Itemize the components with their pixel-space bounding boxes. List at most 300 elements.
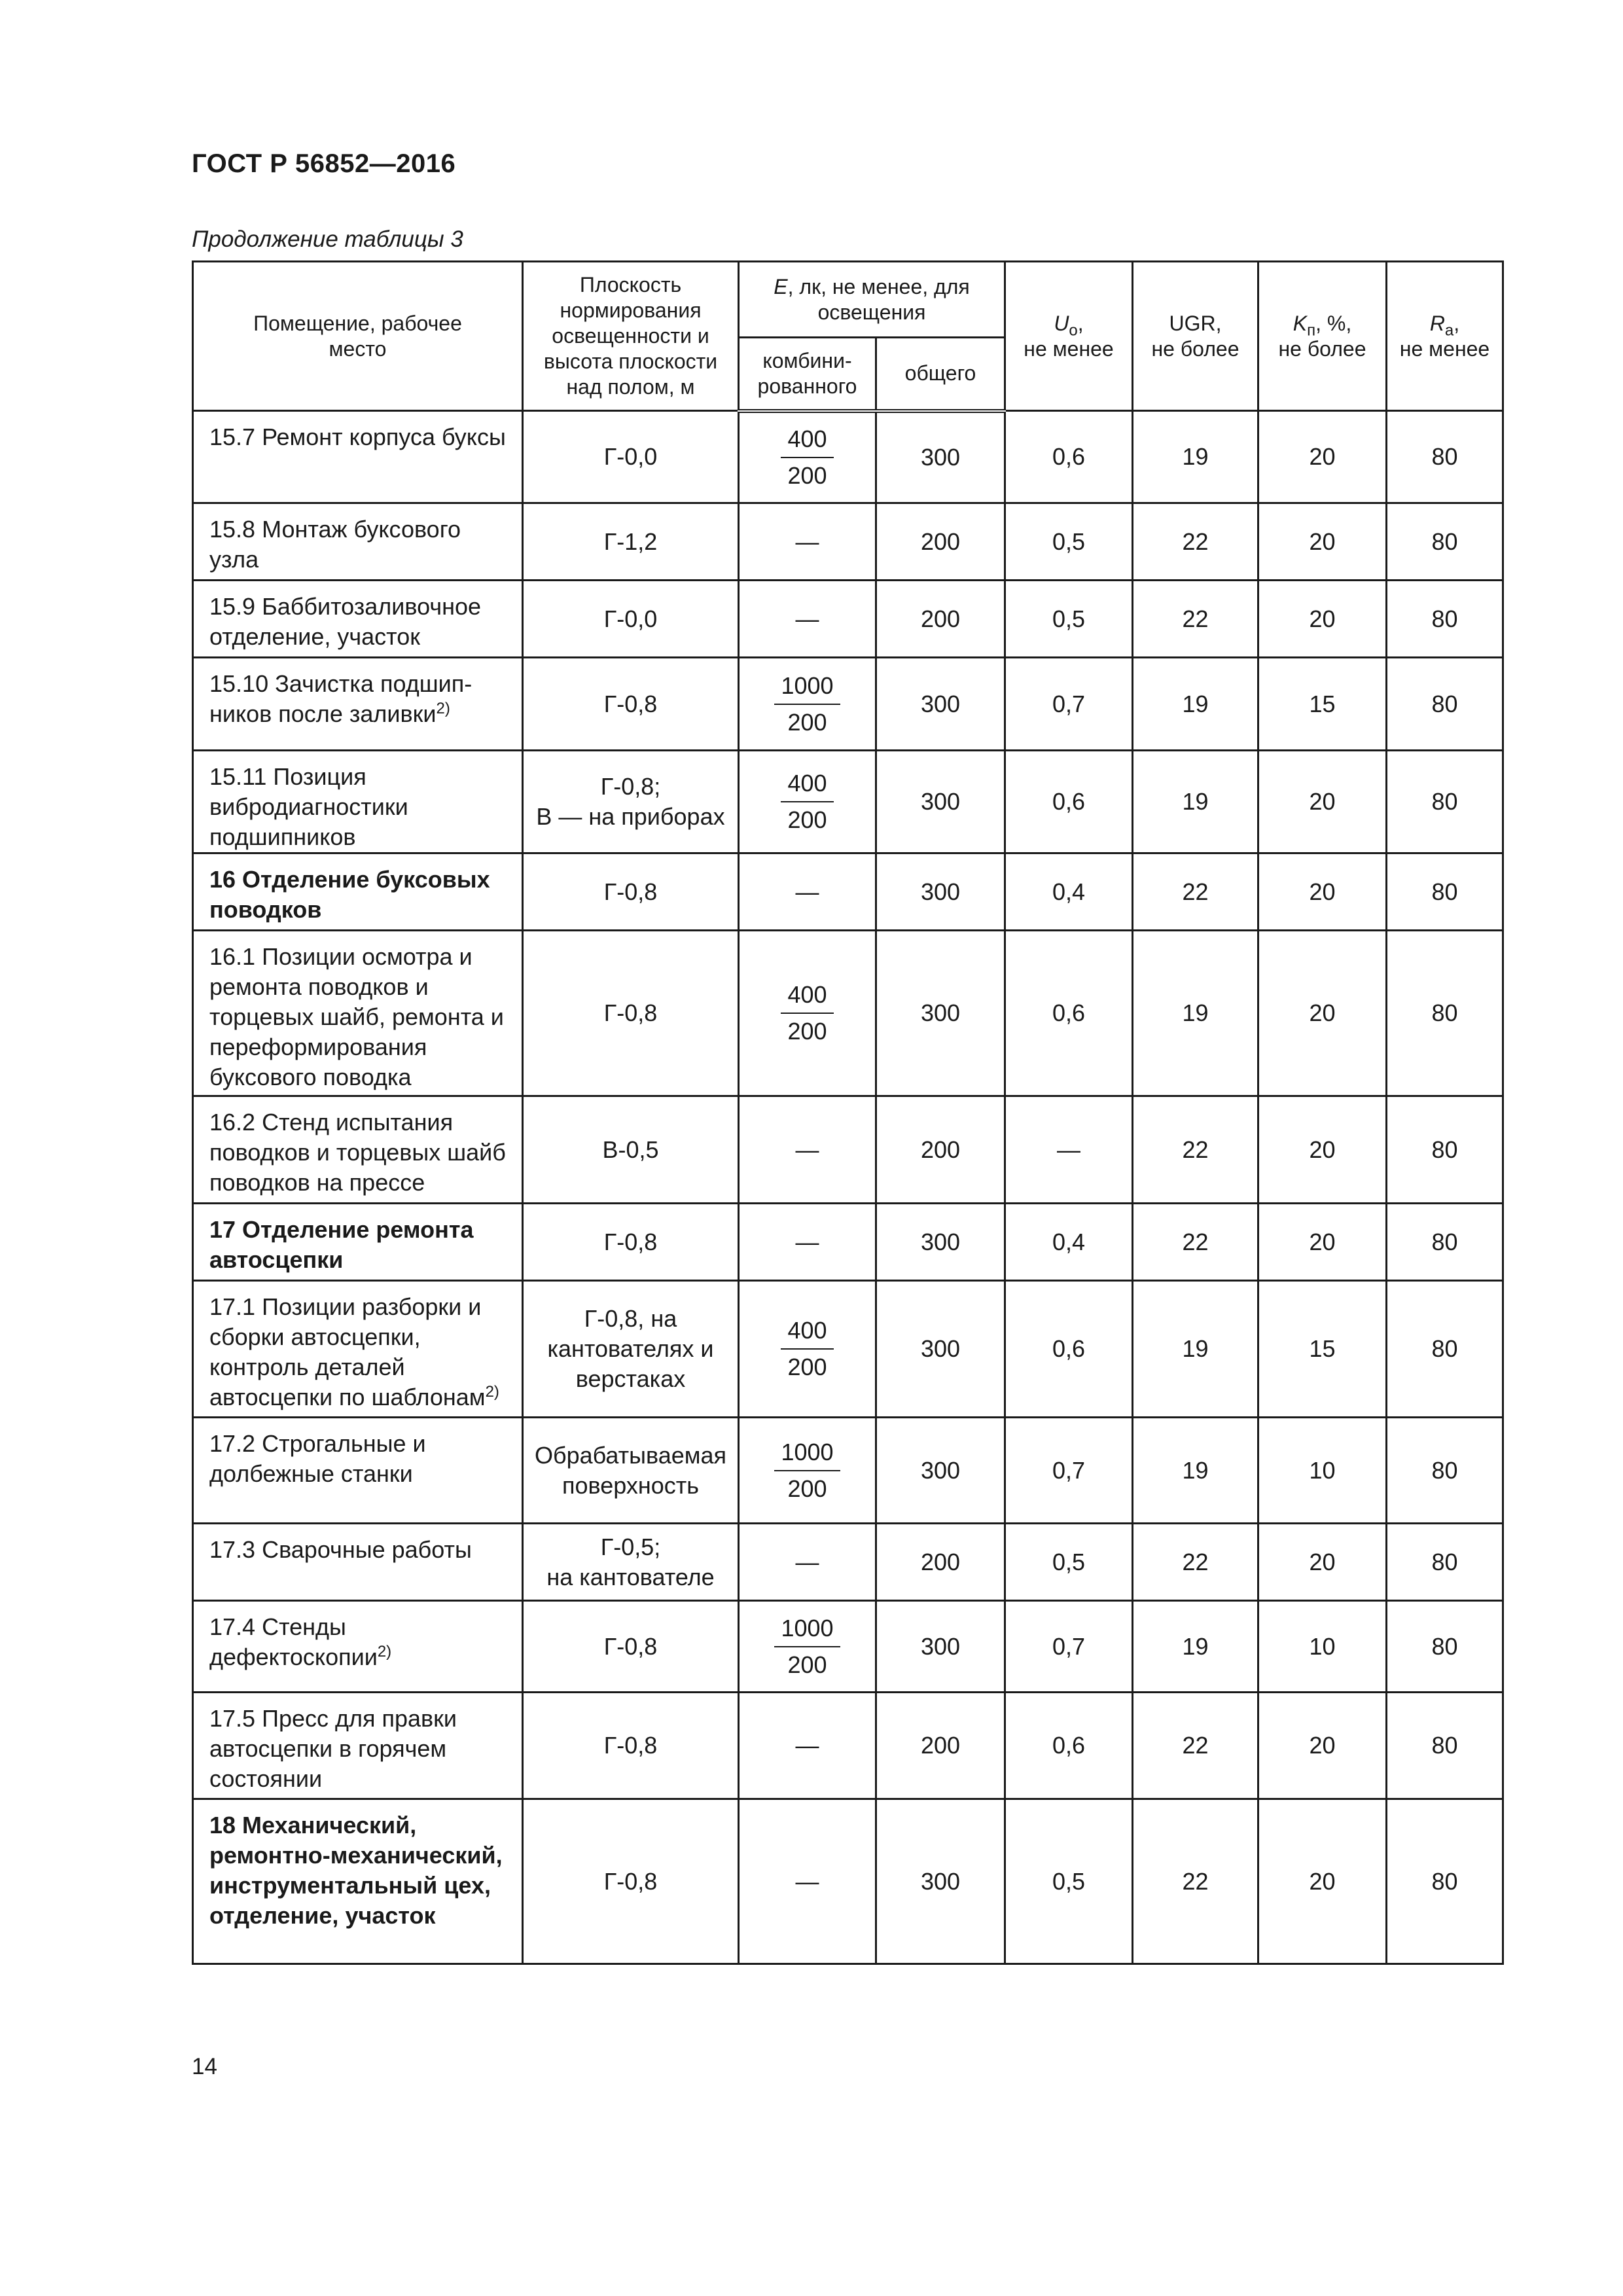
combined-illuminance-cell [739, 411, 876, 503]
pulsation-cell [1258, 503, 1387, 581]
ugr-cell [1133, 411, 1258, 503]
fraction-denominator: 200 [787, 708, 827, 736]
table-row [193, 411, 1503, 503]
header-combined: комбини-рованного [739, 338, 876, 411]
uniformity-cell [1005, 1204, 1133, 1281]
uniformity-value: 0,5 [1052, 605, 1086, 632]
general-illuminance: 300 [920, 1867, 961, 1895]
ugr-value: 19 [1182, 1632, 1209, 1660]
combined-illuminance-cell [739, 931, 876, 1096]
combined-illuminance: — [795, 1548, 819, 1575]
color-rendering-cell [1387, 1799, 1503, 1964]
color-rendering-value: 80 [1431, 1632, 1458, 1660]
pulsation-cell [1258, 853, 1387, 931]
fraction-denominator: 200 [787, 1651, 827, 1678]
plane-cell [523, 1601, 739, 1693]
uniformity-cell [1005, 1096, 1133, 1204]
room-name-cell [193, 1799, 523, 1964]
pulsation-cell [1258, 1601, 1387, 1693]
room-name-cell [193, 658, 523, 751]
ugr-cell [1133, 658, 1258, 751]
ugr-value: 19 [1182, 443, 1209, 470]
pulsation-value: 20 [1309, 443, 1336, 470]
illuminance-caption: , лк, не менее, для освещения [787, 274, 970, 324]
pulsation-symbol: K [1293, 311, 1308, 335]
fraction-numerator: 1000 [774, 1437, 840, 1471]
ugr-value: 22 [1182, 1548, 1209, 1575]
table-row [193, 503, 1503, 581]
uniformity-note: не менее [1024, 336, 1114, 361]
room-name-cell [193, 1601, 523, 1693]
ugr-cell [1133, 1799, 1258, 1964]
uniformity-cell [1005, 853, 1133, 931]
room-name: 15.7 Ремонт корпуса буксы [209, 423, 506, 450]
room-name: 17.2 Строгальные и долбежные станки [209, 1430, 426, 1487]
fraction-denominator: 200 [787, 1018, 827, 1045]
page-number: 14 [192, 2054, 217, 2079]
combined-illuminance-cell [739, 751, 876, 853]
combined-illuminance-cell [739, 1204, 876, 1281]
room-name: 17.3 Сварочные работы [209, 1536, 472, 1563]
plane-cell [523, 853, 739, 931]
table-caption: Продолжение таблицы 3 [192, 226, 463, 252]
pulsation-value: 20 [1309, 1548, 1336, 1575]
color-rendering-value: 80 [1431, 878, 1458, 905]
ugr-value: 22 [1182, 528, 1209, 555]
uniformity-cell [1005, 1799, 1133, 1964]
plane-value: Г-0,8 [603, 878, 658, 905]
pulsation-cell [1258, 751, 1387, 853]
illuminance-fraction [774, 1437, 840, 1504]
plane-cell [523, 1281, 739, 1418]
plane-cell [523, 581, 739, 658]
color-rendering-cell [1387, 1096, 1503, 1204]
plane-value: Г-0,8 [603, 1632, 658, 1660]
table-row [193, 1204, 1503, 1281]
general-illuminance: 300 [920, 690, 961, 717]
combined-illuminance-cell [739, 1281, 876, 1418]
room-name-cell [193, 1524, 523, 1601]
ugr-cell [1133, 1693, 1258, 1799]
color-rendering-value: 80 [1431, 999, 1458, 1026]
room-name-cell [193, 581, 523, 658]
general-illuminance: 300 [920, 878, 961, 905]
table-row [193, 1096, 1503, 1204]
general-illuminance-cell [876, 1281, 1005, 1418]
color-rendering-cell [1387, 751, 1503, 853]
plane-value: Г-0,0 [603, 443, 658, 470]
pulsation-value: 10 [1309, 1632, 1336, 1660]
general-illuminance: 200 [920, 1732, 961, 1759]
ugr-note: не более [1151, 336, 1240, 361]
ugr-cell [1133, 751, 1258, 853]
plane-value: Г-0,8 [603, 1867, 658, 1895]
uniformity-value: 0,7 [1052, 690, 1086, 717]
ugr-cell [1133, 931, 1258, 1096]
combined-illuminance-cell [739, 1601, 876, 1693]
combined-illuminance-cell [739, 503, 876, 581]
room-name-cell [193, 411, 523, 503]
uniformity-value: 0,6 [1052, 1732, 1086, 1759]
uniformity-cell [1005, 581, 1133, 658]
color-rendering-value: 80 [1431, 443, 1458, 470]
color-rendering-value: 80 [1431, 1456, 1458, 1484]
color-rendering-cell [1387, 853, 1503, 931]
pulsation-value: 20 [1309, 999, 1336, 1026]
color-rendering-value: 80 [1431, 690, 1458, 717]
ugr-value: 22 [1182, 1136, 1209, 1163]
uniformity-cell [1005, 751, 1133, 853]
plane-cell [523, 1418, 739, 1524]
table-row [193, 1601, 1503, 1693]
uniformity-cell [1005, 503, 1133, 581]
pulsation-cell [1258, 581, 1387, 658]
uniformity-value: 0,6 [1052, 788, 1086, 815]
ugr-value: 22 [1182, 1867, 1209, 1895]
room-name: 17.5 Пресс для правки автосцепки в горячем состоянии [209, 1705, 457, 1792]
general-illuminance-cell [876, 1524, 1005, 1601]
color-rendering-symbol: R [1429, 311, 1445, 335]
ugr-cell [1133, 581, 1258, 658]
combined-illuminance: — [795, 878, 819, 905]
illumination-norms-table [192, 260, 1504, 1965]
plane-value-line2: на кантователе [546, 1563, 715, 1590]
combined-illuminance-cell [739, 658, 876, 751]
plane-cell [523, 1096, 739, 1204]
table-row [193, 931, 1503, 1096]
pulsation-unit: , %, [1315, 311, 1352, 335]
footnote-ref: 2) [485, 1383, 499, 1401]
fraction-numerator: 400 [781, 424, 833, 458]
combined-illuminance: — [795, 605, 819, 632]
general-illuminance: 300 [920, 999, 961, 1026]
room-name: 15.10 Зачистка подшип-ников после заливки [209, 670, 473, 727]
uniformity-value: 0,6 [1052, 443, 1086, 470]
fraction-denominator: 200 [787, 806, 827, 833]
general-illuminance-cell [876, 1799, 1005, 1964]
color-rendering-value: 80 [1431, 1335, 1458, 1362]
plane-value: Г-0,8 [603, 1228, 658, 1255]
room-name: 16.2 Стенд испытания поводков и торцевых шайб поводков на прессе [209, 1109, 506, 1196]
general-illuminance: 200 [920, 528, 961, 555]
combined-illuminance: — [795, 528, 819, 555]
general-illuminance-cell [876, 853, 1005, 931]
combined-illuminance-cell [739, 1693, 876, 1799]
uniformity-value: 0,4 [1052, 1228, 1086, 1255]
illuminance-fraction [781, 980, 833, 1047]
color-rendering-cell [1387, 931, 1503, 1096]
pulsation-subscript: п [1307, 321, 1316, 339]
pulsation-value: 15 [1309, 1335, 1336, 1362]
table-row [193, 853, 1503, 931]
illuminance-symbol: E [774, 274, 788, 298]
plane-value: Г-1,2 [603, 528, 658, 555]
uniformity-value: 0,6 [1052, 999, 1086, 1026]
footnote-ref: 2) [436, 700, 450, 717]
uniformity-cell [1005, 1601, 1133, 1693]
uniformity-cell [1005, 931, 1133, 1096]
room-name: 15.9 Баббитозаливочное отделение, участок [209, 593, 482, 650]
color-rendering-cell [1387, 1418, 1503, 1524]
ugr-cell [1133, 1281, 1258, 1418]
table-row [193, 1799, 1503, 1964]
general-illuminance-cell [876, 1418, 1005, 1524]
ugr-cell [1133, 1601, 1258, 1693]
uniformity-symbol: U [1054, 311, 1069, 335]
ugr-value: 22 [1182, 605, 1209, 632]
uniformity-value: 0,5 [1052, 1548, 1086, 1575]
color-rendering-cell [1387, 1204, 1503, 1281]
plane-cell [523, 503, 739, 581]
fraction-numerator: 400 [781, 980, 833, 1014]
pulsation-value: 20 [1309, 605, 1336, 632]
fraction-numerator: 400 [781, 768, 833, 802]
ugr-cell [1133, 1524, 1258, 1601]
plane-cell [523, 1693, 739, 1799]
combined-illuminance: — [795, 1136, 819, 1163]
general-illuminance-cell [876, 411, 1005, 503]
plane-value: Г-0,0 [603, 605, 658, 632]
general-illuminance-cell [876, 1204, 1005, 1281]
header-illuminance [739, 262, 1005, 338]
pulsation-cell [1258, 411, 1387, 503]
illuminance-fraction [781, 768, 833, 835]
combined-illuminance-cell [739, 1524, 876, 1601]
table-row [193, 1418, 1503, 1524]
combined-illuminance-cell [739, 853, 876, 931]
general-illuminance: 300 [920, 788, 961, 815]
pulsation-cell [1258, 1693, 1387, 1799]
header-uniformity: $U_о$, не менее [1005, 262, 1133, 411]
pulsation-value: 20 [1309, 1867, 1336, 1895]
general-illuminance: 200 [920, 605, 961, 632]
pulsation-cell [1258, 1281, 1387, 1418]
uniformity-value: 0,5 [1052, 528, 1086, 555]
plane-cell [523, 411, 739, 503]
uniformity-subscript: о [1069, 321, 1078, 339]
pulsation-cell [1258, 1799, 1387, 1964]
pulsation-cell [1258, 1418, 1387, 1524]
uniformity-value: — [1057, 1136, 1080, 1163]
ugr-cell [1133, 853, 1258, 931]
plane-value: Г-0,8 [603, 1732, 658, 1759]
pulsation-note: не более [1278, 336, 1366, 361]
uniformity-value: 0,5 [1052, 1867, 1086, 1895]
plane-value: Г-0,8 [603, 999, 658, 1026]
pulsation-value: 15 [1309, 690, 1336, 717]
room-name-cell [193, 931, 523, 1096]
plane-cell [523, 1799, 739, 1964]
general-illuminance-cell [876, 1601, 1005, 1693]
color-rendering-value: 80 [1431, 1136, 1458, 1163]
general-illuminance-cell [876, 751, 1005, 853]
room-name: 17.4 Стенды дефектоскопии [209, 1613, 378, 1670]
illuminance-fraction [781, 424, 833, 491]
pulsation-cell [1258, 931, 1387, 1096]
color-rendering-value: 80 [1431, 1548, 1458, 1575]
uniformity-cell [1005, 1281, 1133, 1418]
room-name-cell [193, 1418, 523, 1524]
pulsation-value: 20 [1309, 1228, 1336, 1255]
plane-cell [523, 1204, 739, 1281]
color-rendering-value: 80 [1431, 1867, 1458, 1895]
color-rendering-cell [1387, 658, 1503, 751]
plane-value: Г-0,8; [600, 773, 661, 800]
pulsation-cell [1258, 1524, 1387, 1601]
pulsation-value: 20 [1309, 1136, 1336, 1163]
color-rendering-value: 80 [1431, 1228, 1458, 1255]
combined-illuminance: — [795, 1228, 819, 1255]
header-pulsation [1258, 262, 1387, 411]
fraction-numerator: 400 [781, 1316, 833, 1350]
table-row [193, 658, 1503, 751]
color-rendering-value: 80 [1431, 1732, 1458, 1759]
illuminance-fraction [774, 671, 840, 738]
pulsation-value: 10 [1309, 1456, 1336, 1484]
table-row [193, 1693, 1503, 1799]
fraction-denominator: 200 [787, 461, 827, 489]
color-rendering-cell [1387, 1524, 1503, 1601]
general-illuminance: 200 [920, 1136, 961, 1163]
pulsation-cell [1258, 1096, 1387, 1204]
combined-illuminance-cell [739, 581, 876, 658]
plane-value-line2: В — на приборах [536, 803, 725, 830]
plane-value: Г-0,5; [600, 1533, 661, 1560]
general-illuminance: 300 [920, 443, 961, 471]
general-illuminance-cell [876, 658, 1005, 751]
ugr-value: 22 [1182, 1732, 1209, 1759]
uniformity-value: 0,4 [1052, 878, 1086, 905]
table-row [193, 1524, 1503, 1601]
room-name-cell [193, 1096, 523, 1204]
room-name: 15.8 Монтаж буксового узла [209, 516, 461, 573]
room-name: 15.11 Позиция вибродиагностики подшипников [209, 763, 408, 850]
ugr-cell [1133, 1096, 1258, 1204]
room-name: 18 Механический, ремонтно-механический, инструментальный цех, отделение, участок [209, 1812, 503, 1929]
plane-value: В-0,5 [602, 1136, 659, 1163]
ugr-value: 19 [1182, 788, 1209, 815]
uniformity-value: 0,7 [1052, 1632, 1086, 1660]
general-illuminance: 300 [920, 1335, 961, 1362]
color-rendering-cell [1387, 1281, 1503, 1418]
ugr-value: 19 [1182, 690, 1209, 717]
uniformity-value: 0,6 [1052, 1335, 1086, 1362]
uniformity-cell [1005, 411, 1133, 503]
room-name-cell [193, 503, 523, 581]
room-name-cell [193, 1204, 523, 1281]
color-rendering-value: 80 [1431, 605, 1458, 632]
uniformity-cell [1005, 1693, 1133, 1799]
combined-illuminance: — [795, 1732, 819, 1759]
color-rendering-cell [1387, 411, 1503, 503]
plane-cell [523, 751, 739, 853]
color-rendering-cell [1387, 581, 1503, 658]
plane-cell [523, 658, 739, 751]
document-id: ГОСТ Р 56852—2016 [192, 149, 456, 178]
header-room: Помещение, рабочее место [193, 262, 523, 411]
table-row [193, 581, 1503, 658]
color-rendering-cell [1387, 1601, 1503, 1693]
header-ugr [1133, 262, 1258, 411]
ugr-value: 19 [1182, 1456, 1209, 1484]
color-rendering-cell [1387, 1693, 1503, 1799]
combined-illuminance: — [795, 1867, 819, 1895]
pulsation-cell [1258, 1204, 1387, 1281]
uniformity-cell [1005, 658, 1133, 751]
room-name-cell [193, 1281, 523, 1418]
general-illuminance-cell [876, 1693, 1005, 1799]
uniformity-value: 0,7 [1052, 1456, 1086, 1484]
room-name-cell [193, 853, 523, 931]
room-name: 17.1 Позиции разборки и сборки автосцепки, контроль деталей автосцепки по шаблонам [209, 1293, 486, 1410]
combined-illuminance-cell [739, 1096, 876, 1204]
room-name-cell [193, 1693, 523, 1799]
header-plane: Плоскость нормирования освещенности и высота плоскости над полом, м [523, 262, 739, 411]
pulsation-value: 20 [1309, 788, 1336, 815]
fraction-denominator: 200 [787, 1475, 827, 1502]
general-illuminance-cell [876, 931, 1005, 1096]
room-name: 16 Отделение буксовых поводков [209, 866, 490, 923]
pulsation-cell [1258, 658, 1387, 751]
fraction-numerator: 1000 [774, 1613, 840, 1647]
illuminance-fraction [774, 1613, 840, 1680]
color-rendering-value: 80 [1431, 788, 1458, 815]
color-rendering-value: 80 [1431, 528, 1458, 555]
general-illuminance: 300 [920, 1632, 961, 1660]
plane-cell [523, 1524, 739, 1601]
plane-value: Г-0,8, на кантователях и верстаках [547, 1305, 714, 1392]
pulsation-value: 20 [1309, 528, 1336, 555]
header-general: общего [876, 338, 1005, 411]
room-name: 17 Отделение ремонта автосцепки [209, 1216, 474, 1273]
uniformity-cell [1005, 1418, 1133, 1524]
table-row [193, 751, 1503, 853]
ugr-value: 19 [1182, 1335, 1209, 1362]
ugr-cell [1133, 1418, 1258, 1524]
plane-value: Г-0,8 [603, 690, 658, 717]
table-row [193, 1281, 1503, 1418]
ugr-value: 22 [1182, 878, 1209, 905]
room-name: 16.1 Позиции осмотра и ремонта поводков и торцевых шайб, ремонта и переформирования буксового поводка [209, 943, 504, 1090]
pulsation-value: 20 [1309, 1732, 1336, 1759]
general-illuminance-cell [876, 503, 1005, 581]
color-rendering-subscript: a [1444, 321, 1454, 339]
combined-illuminance-cell [739, 1418, 876, 1524]
general-illuminance-cell [876, 581, 1005, 658]
fraction-denominator: 200 [787, 1354, 827, 1380]
ugr-value: 22 [1182, 1228, 1209, 1255]
uniformity-cell [1005, 1524, 1133, 1601]
fraction-numerator: 1000 [774, 671, 840, 705]
combined-illuminance-cell [739, 1799, 876, 1964]
general-illuminance: 200 [920, 1548, 961, 1575]
color-rendering-note: не менее [1399, 336, 1490, 361]
room-name-cell [193, 751, 523, 853]
ugr-label: UGR, [1169, 311, 1222, 335]
general-illuminance: 300 [920, 1228, 961, 1255]
plane-value: Обрабатываемая поверхность [534, 1441, 727, 1499]
ugr-cell [1133, 503, 1258, 581]
ugr-cell [1133, 1204, 1258, 1281]
plane-cell [523, 931, 739, 1096]
general-illuminance-cell [876, 1096, 1005, 1204]
header-color-rendering: $R_a$, не менее [1387, 262, 1503, 411]
footnote-ref: 2) [377, 1643, 392, 1660]
general-illuminance: 300 [920, 1456, 961, 1484]
ugr-value: 19 [1182, 999, 1209, 1026]
pulsation-value: 20 [1309, 878, 1336, 905]
color-rendering-cell [1387, 503, 1503, 581]
